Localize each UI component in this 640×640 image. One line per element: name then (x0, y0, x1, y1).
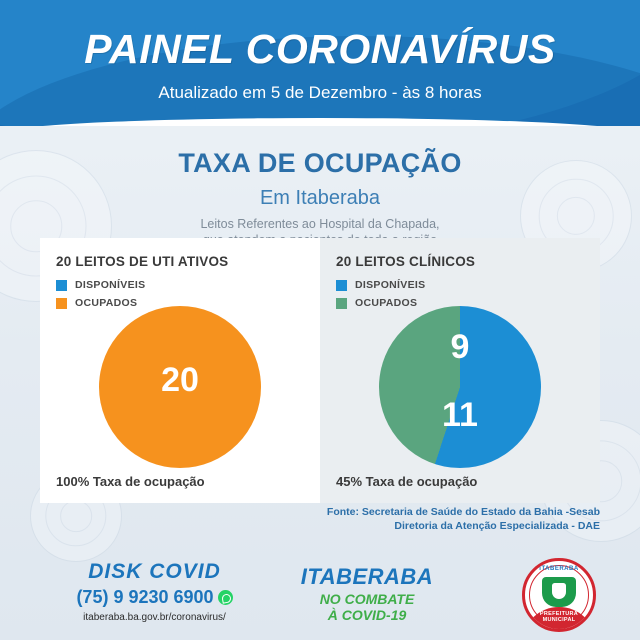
chart-panel-uti (40, 238, 320, 503)
pie-clinicos-shape (379, 306, 541, 468)
legend-label-disponiveis: DISPONÍVEIS (75, 279, 146, 291)
legend-label-ocupados: OCUPADOS (75, 297, 138, 309)
disk-covid-phone (52, 587, 257, 608)
legend-swatch-disponiveis-icon (56, 280, 67, 291)
whatsapp-icon (218, 590, 233, 605)
page-title: PAINEL CORONAVÍRUS (84, 26, 556, 72)
pie-uti-value: 20 (161, 361, 199, 399)
legend-label-ocupados: OCUPADOS (355, 297, 418, 309)
pie-clinicos-value-disponiveis: 11 (442, 396, 478, 434)
campaign-line3: À COVID-19 (327, 607, 407, 623)
source-line1: Fonte: Secretaria de Saúde do Estado da Bahia -Sesab (326, 506, 600, 518)
page-subtitle: Atualizado em 5 de Dezembro - às 8 horas (158, 83, 482, 102)
chart-footer-clinicos: 45% Taxa de ocupação (336, 474, 478, 489)
city-hall-seal-icon (522, 558, 596, 632)
chart-footer-uti: 100% Taxa de ocupação (56, 474, 205, 489)
page-footer (0, 554, 640, 640)
page-header (0, 0, 640, 126)
source-line2: Diretoria da Atenção Especializada - DAE (394, 520, 600, 532)
legend-item (56, 279, 320, 291)
campaign-city: ITABERABA (300, 564, 434, 589)
chart-title-clinicos: 20 LEITOS CLÍNICOS (336, 254, 476, 269)
pie-clinicos-value-ocupados: 9 (450, 328, 470, 366)
disk-covid-url[interactable]: itaberaba.ba.gov.br/coronavirus/ (83, 612, 226, 623)
disk-covid-title: DISK COVID (88, 560, 221, 583)
legend-swatch-disponiveis-icon (336, 280, 347, 291)
section-title: TAXA DE OCUPAÇÃO (178, 148, 462, 178)
pie-chart-clinicos (320, 306, 600, 471)
legend-label-disponiveis: DISPONÍVEIS (355, 279, 426, 291)
source-note (327, 505, 600, 533)
pie-chart-uti (40, 306, 320, 471)
campaign-line2: NO COMBATE (319, 591, 415, 607)
campaign-brand-block (272, 564, 462, 623)
chart-legend-uti (40, 269, 320, 309)
disk-covid-phone-number: (75) 9 9230 6900 (76, 587, 214, 607)
charts-container (40, 238, 600, 503)
section-note-line1: Leitos Referentes ao Hospital da Chapada, (200, 217, 440, 231)
pie-uti-shape (99, 306, 261, 468)
seal-bottom-text: PREFEITURA MUNICIPAL (539, 611, 579, 623)
seal-shield-icon (542, 577, 576, 607)
legend-item (336, 279, 600, 291)
seal-top-text: ITABERABA (539, 566, 579, 572)
disk-covid-block (52, 560, 257, 623)
chart-panel-clinicos (320, 238, 600, 503)
chart-legend-clinicos (320, 269, 600, 309)
chart-title-uti: 20 LEITOS DE UTI ATIVOS (56, 254, 229, 269)
section-city: Em Itaberaba (259, 187, 381, 209)
